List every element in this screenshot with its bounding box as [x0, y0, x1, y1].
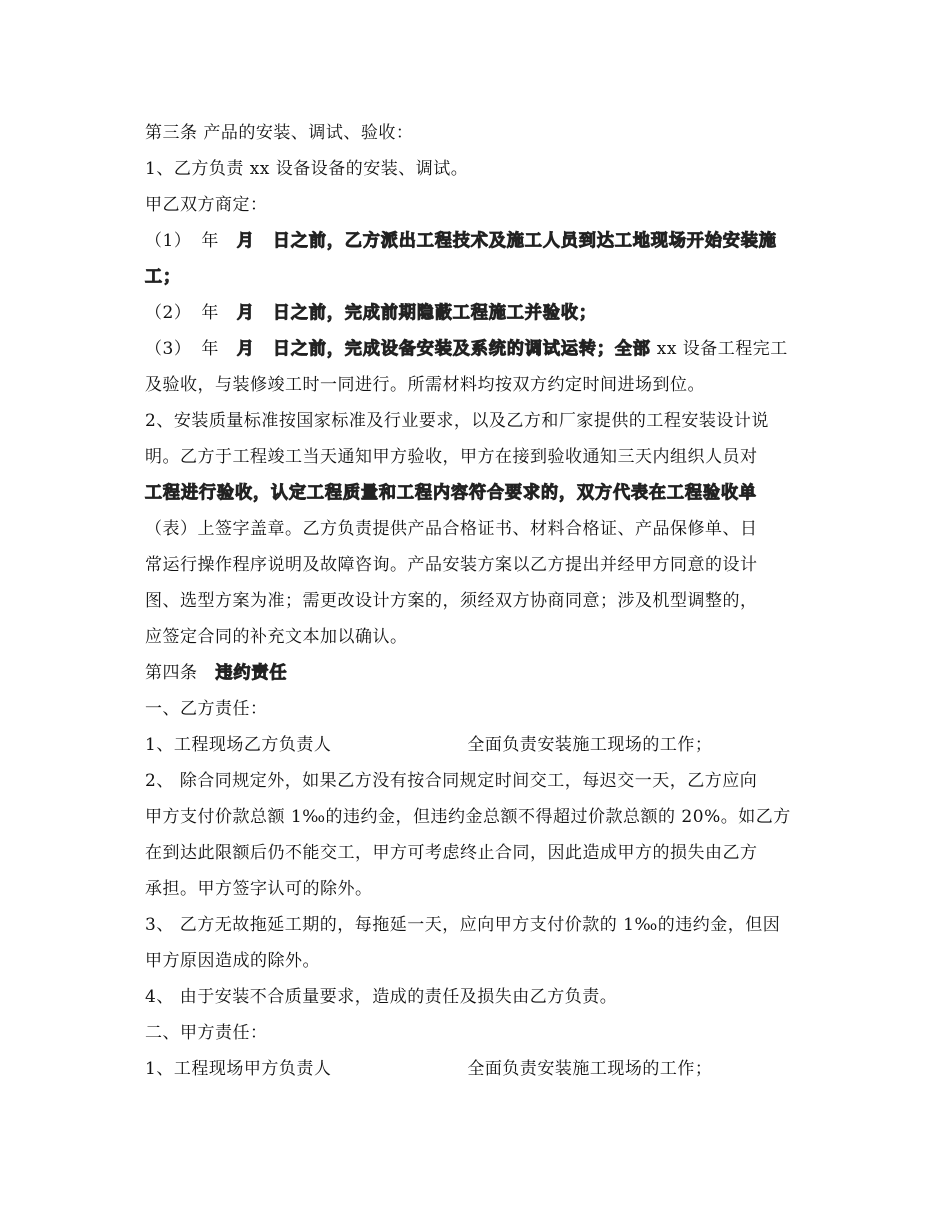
article-4-heading: 违约责任: [215, 663, 288, 683]
clause-2-line-1: 2、安装质量标准按国家标准及行业要求，以及乙方和厂家提供的工程安装设计说: [145, 411, 769, 431]
party-b-clause-3-line-1: 3、 乙方无故拖延工期的，每拖延一天，应向甲方支付价款的 1‰的违约金，但因: [145, 915, 781, 935]
party-b-clause-2-line-3: 在到达此限额后仍不能交工，甲方可考虑终止合同，因此造成甲方的损失由乙方: [145, 843, 758, 863]
schedule-item-2-year: 年: [201, 303, 219, 323]
schedule-item-3-continued: 及验收，与装修竣工时一同进行。所需材料均按双方约定时间进场到位。: [145, 375, 705, 395]
schedule-item-3-month: 月: [236, 339, 255, 359]
schedule-item-3-label: （3）: [145, 339, 192, 359]
schedule-item-3-text-plain: xx 设备工程完工: [650, 339, 788, 359]
article-4-title: [145, 655, 815, 691]
schedule-item-1-label: （1）: [145, 231, 192, 251]
party-b-clause-2-line-4: 承担。甲方签字认可的除外。: [145, 879, 373, 899]
party-b-clause-2-line-2: 甲方支付价款总额 1‰的违约金，但违约金总额不得超过价款总额的 20%。如乙方: [145, 807, 791, 827]
schedule-item-1: [145, 223, 815, 259]
party-a-heading: 二、甲方责任：: [145, 1023, 268, 1043]
party-b-clause-2-line-1: 2、 除合同规定外，如果乙方没有按合同规定时间交工，每迟交一天，乙方应向: [145, 771, 758, 791]
schedule-item-1-text: 日之前，乙方派出工程技术及施工人员到达工地现场开始安装施: [272, 231, 777, 251]
schedule-item-2-text: 日之前，完成前期隐蔽工程施工并验收；: [272, 303, 597, 323]
clause-2-line-7: 应签定合同的补充文本加以确认。: [145, 627, 408, 647]
party-b-clause-1-left: 1、工程现场乙方负责人: [145, 735, 332, 755]
party-b-clause-3-line-2: 甲方原因造成的除外。: [145, 951, 320, 971]
schedule-item-1-year: 年: [201, 231, 219, 251]
clause-2-line-2: 明。乙方于工程竣工当天通知甲方验收，甲方在接到验收通知三天内组织人员对: [145, 447, 758, 467]
party-b-clause-1: [145, 727, 815, 763]
party-a-clause-1: [145, 1051, 815, 1087]
schedule-item-1-month: 月: [236, 231, 255, 251]
clause-2-line-5: 常运行操作程序说明及故障咨询。产品安装方案以乙方提出并经甲方同意的设计: [145, 555, 758, 575]
clause-2-line-6: 图、选型方案为准；需更改设计方案的，须经双方协商同意；涉及机型调整的，: [145, 591, 758, 611]
schedule-item-3-year: 年: [201, 339, 219, 359]
party-b-heading: 一、乙方责任：: [145, 699, 268, 719]
article-3-clause-1: 1、乙方负责 xx 设备设备的安装、调试。: [145, 159, 469, 179]
schedule-item-2-label: （2）: [145, 303, 192, 323]
schedule-item-3: [145, 331, 815, 367]
article-3-agreement: 甲乙双方商定：: [145, 195, 268, 215]
schedule-item-2: [145, 295, 815, 331]
party-a-clause-1-right: 全面负责安装施工现场的工作；: [467, 1059, 713, 1079]
schedule-item-2-month: 月: [236, 303, 255, 323]
schedule-item-1-continued: [145, 259, 815, 295]
schedule-item-1-text-end: 工；: [145, 267, 181, 287]
party-b-clause-4: 4、 由于安装不合质量要求，造成的责任及损失由乙方负责。: [145, 987, 618, 1007]
schedule-item-3-text-bold: 日之前，完成设备安装及系统的调试运转；全部: [272, 339, 651, 359]
clause-2-line-3: [145, 475, 815, 511]
article-3-title: 第三条 产品的安装、调试、验收：: [145, 123, 414, 143]
clause-2-line-3-text: 工程进行验收，认定工程质量和工程内容符合要求的，双方代表在工程验收单: [145, 483, 757, 503]
document-body: [145, 115, 815, 1087]
clause-2-line-4: （表）上签字盖章。乙方负责提供产品合格证书、材料合格证、产品保修单、日: [145, 519, 758, 539]
article-4-label: 第四条: [145, 663, 198, 683]
party-a-clause-1-left: 1、工程现场甲方负责人: [145, 1059, 332, 1079]
party-b-clause-1-right: 全面负责安装施工现场的工作；: [467, 735, 713, 755]
